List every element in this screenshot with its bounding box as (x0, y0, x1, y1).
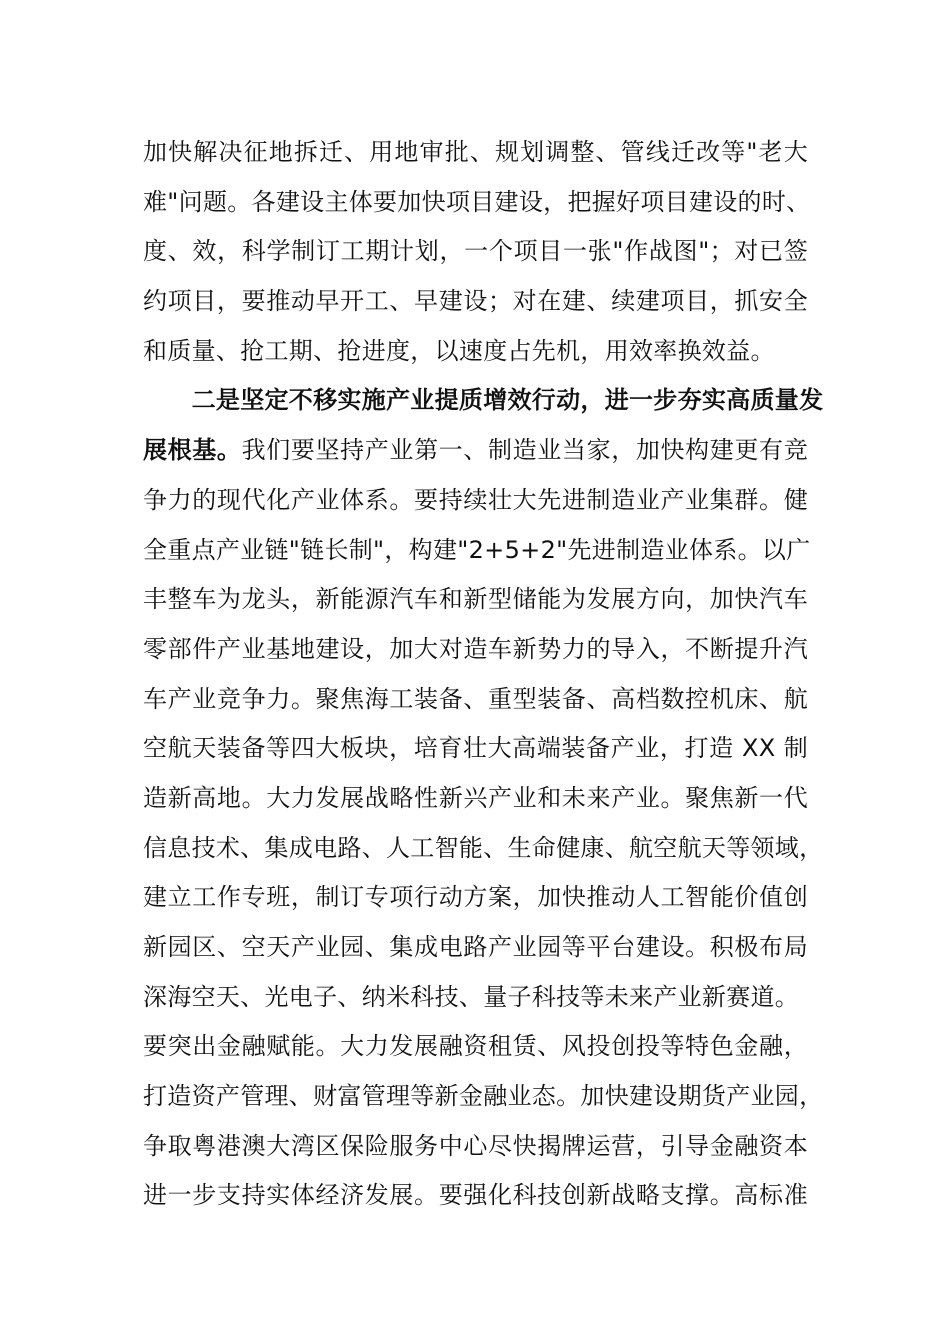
line-text: 要突出金融赋能。大力发展融资租赁、风投创投等特色金融， (143, 1032, 808, 1061)
line-text: 全重点产业链"链长制"，构建"2+5+2"先进制造业体系。以广 (143, 535, 811, 564)
text-line (143, 327, 808, 377)
text-line (143, 476, 808, 526)
line-text: 争取粤港澳大湾区保险服务中心尽快揭牌运营，引导金融资本 (143, 1131, 808, 1160)
text-line (143, 1122, 808, 1172)
line-text: 信息技术、集成电路、人工智能、生命健康、航空航天等领域， (143, 833, 824, 862)
line-text: 争力的现代化产业体系。要持续壮大先进制造业产业集群。健 (143, 485, 808, 514)
text-line (143, 973, 808, 1023)
bold-heading-text: 二是坚定不移实施产业提质增效行动，进一步夯实高质量发 (143, 386, 824, 415)
bold-heading-text: 展根基。 (143, 436, 242, 465)
text-line (143, 128, 808, 178)
text-line (143, 675, 808, 725)
text-line (143, 774, 808, 824)
line-text: 约项目，要推动早开工、早建设；对在建、续建项目，抓安全 (143, 287, 808, 316)
text-line (143, 277, 808, 327)
line-text: 我们要坚持产业第一、制造业当家，加快构建更有竞 (241, 436, 808, 465)
text-line (143, 1171, 808, 1221)
line-text: 建立工作专班，制订专项行动方案，加快推动人工智能价值创 (143, 883, 808, 912)
text-line (143, 1022, 808, 1072)
text-line (143, 625, 808, 675)
text-line (143, 1072, 824, 1122)
line-text: 空航天装备等四大板块，培育壮大高端装备产业，打造 XX 制 (143, 734, 808, 763)
line-text: 零部件产业基地建设，加大对造车新势力的导入，不断提升汽 (143, 634, 808, 663)
line-text: 新园区、空天产业园、集成电路产业园等平台建设。积极布局 (143, 933, 808, 961)
text-line (143, 227, 808, 277)
line-text: 加快解决征地拆迁、用地审批、规划调整、管线迁改等"老大 (143, 138, 808, 166)
text-line (143, 724, 808, 774)
text-line (143, 526, 811, 576)
line-text: 度、效，科学制订工期计划，一个项目一张"作战图"；对已签 (143, 237, 808, 266)
line-text: 造新高地。大力发展战略性新兴产业和未来产业。聚焦新一代 (143, 783, 808, 812)
text-line (143, 178, 811, 228)
line-text: 和质量、抢工期、抢进度，以速度占先机，用效率换效益。 (143, 336, 775, 365)
line-text: 进一步支持实体经济发展。要强化科技创新战略支撑。高标准 (143, 1181, 808, 1210)
text-line (143, 426, 808, 476)
line-text: 难"问题。各建设主体要加快项目建设，把握好项目建设的时、 (143, 187, 811, 216)
text-line (143, 824, 824, 874)
text-line (143, 923, 808, 973)
text-line (143, 575, 808, 625)
line-text: 打造资产管理、财富管理等新金融业态。加快建设期货产业园， (143, 1082, 824, 1111)
line-text: 丰整车为龙头，新能源汽车和新型储能为发展方向，加快汽车 (143, 585, 808, 614)
line-text: 车产业竞争力。聚焦海工装备、重型装备、高档数控机床、航 (143, 684, 808, 713)
text-line (143, 376, 824, 426)
line-text: 深海空天、光电子、纳米科技、量子科技等未来产业新赛道。 (143, 982, 800, 1011)
text-line (143, 873, 808, 923)
document-body (143, 128, 824, 1221)
